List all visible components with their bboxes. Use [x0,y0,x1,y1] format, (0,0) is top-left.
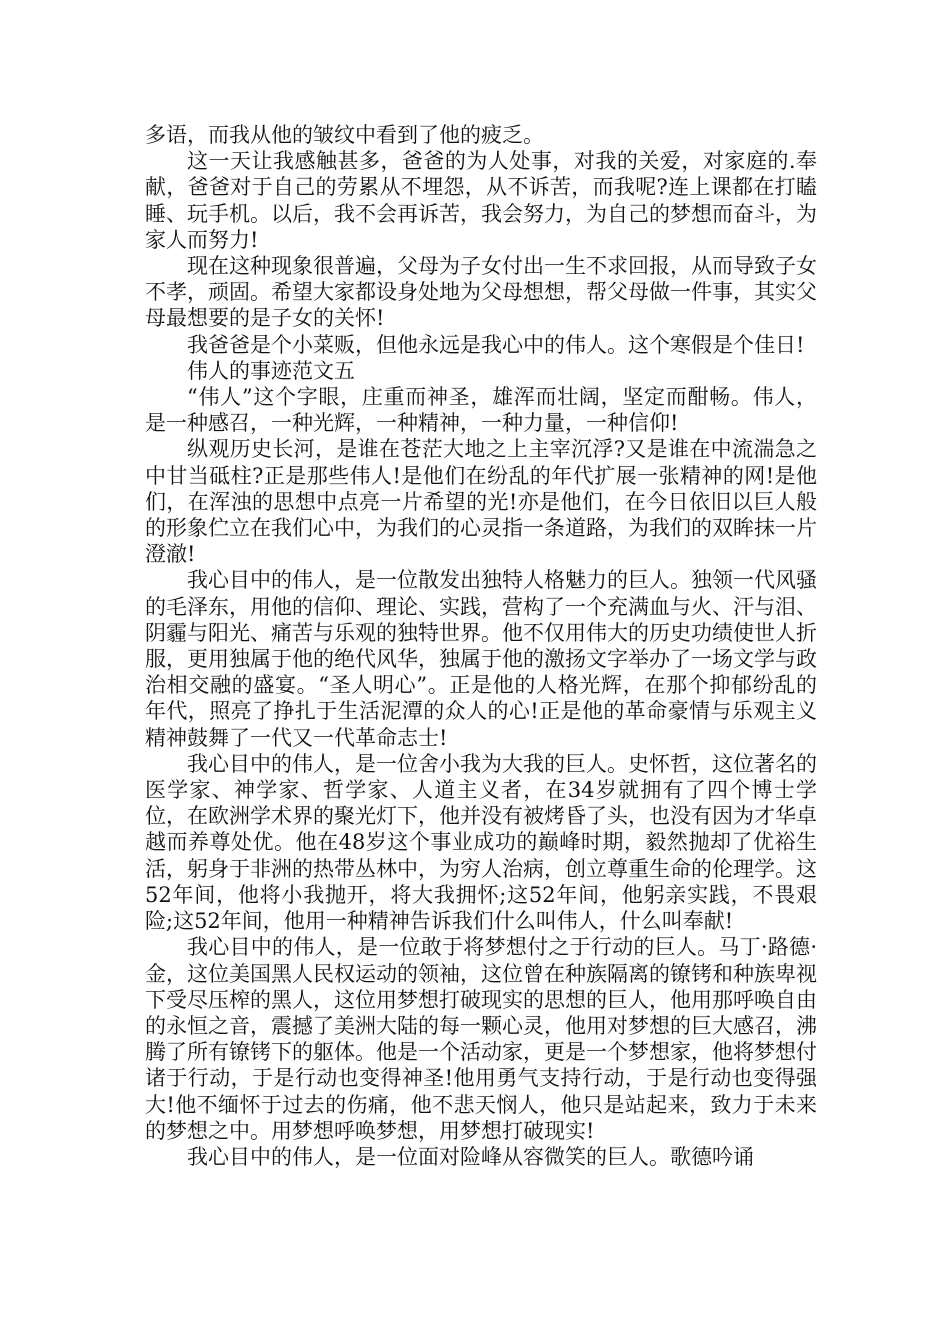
paragraph-7: 纵观历史长河，是谁在苍茫大地之上主宰沉浮?又是谁在中流湍急之中甘当砥柱?正是那些伟人!是他们在纷乱的年代扩展一张精神的网!是他们，在浑浊的思想中点亮一片希望的光!亦是他们，在今日依旧以巨人般的形象伫立在我们心中，为我们的心灵指一条道路，为我们的双眸抹一片澄澈! [145,437,817,567]
paragraph-6: “伟人”这个字眼，庄重而神圣，雄浑而壮阔，坚定而酣畅。伟人，是一种感召，一种光辉，一种精神，一种力量，一种信仰! [145,385,817,436]
paragraph-9: 我心目中的伟人，是一位舍小我为大我的巨人。史怀哲，这位著名的医学家、神学家、哲学家、人道主义者，在34岁就拥有了四个博士学位，在欧洲学术界的聚光灯下，他并没有被烤昏了头，也没有因为才华卓越而养尊处优。他在48岁这个事业成功的巅峰时期，毅然抛却了优裕生活，躬身于非洲的热带丛林中，为穷人治病，创立尊重生命的伦理学。这52年间，他将小我抛开，将大我拥怀;这52年间，他躬亲实践，不畏艰险;这52年间，他用一种精神告诉我们什么叫伟人，什么叫奉献! [145,751,817,934]
paragraph-11: 我心目中的伟人，是一位面对险峰从容微笑的巨人。歌德吟诵 [187,1144,754,1169]
paragraph-8: 我心目中的伟人，是一位散发出独特人格魅力的巨人。独领一代风骚的毛泽东，用他的信仰、理论、实践，营构了一个充满血与火、汗与泪、阴霾与阳光、痛苦与乐观的独特世界。他不仅用伟大的历史功绩使世人折服，更用独属于他的绝代风华，独属于他的激扬文字举办了一场文学与政治相交融的盛宴。“圣人明心”。正是他的人格光辉，在那个抑郁纷乱的年代，照亮了挣扎于生活泥潭的众人的心!正是他的革命豪情与乐观主义精神鼓舞了一代又一代革命志士! [145,568,817,750]
paragraph-2: 这一天让我感触甚多，爸爸的为人处事，对我的关爱，对家庭的.奉献，爸爸对于自己的劳累从不埋怨，从不诉苦，而我呢?连上课都在打瞌睡、玩手机。以后，我不会再诉苦，我会努力，为自己的梦想而奋斗，为家人而努力! [145,149,817,252]
paragraph-10: 我心目中的伟人，是一位敢于将梦想付之于行动的巨人。马丁·路德·金，这位美国黑人民权运动的领袖，这位曾在种族隔离的镣铐和种族卑视下受尽压榨的黑人，这位用梦想打破现实的思想的巨人，他用那呼唤自由的永恒之音，震撼了美洲大陆的每一颗心灵，他用对梦想的巨大感召，沸腾了所有镣铐下的躯体。他是一个活动家，更是一个梦想家，他将梦想付诸于行动，于是行动也变得神圣!他用勇气支持行动，于是行动也变得强大!他不缅怀于过去的伤痛，他不悲天悯人，他只是站起来，致力于未来的梦想之中。用梦想呼唤梦想，用梦想打破现实! [145,935,817,1143]
section-heading: 伟人的事迹范文五 [187,358,355,383]
paragraph-1: 多语，而我从他的皱纹中看到了他的疲乏。 [145,123,544,147]
document-body [145,122,817,1170]
paragraph-4: 我爸爸是个小菜贩，但他永远是我心中的伟人。这个寒假是个佳日! [187,332,805,357]
paragraph-3: 现在这种现象很普遍，父母为子女付出一生不求回报，从而导致子女不孝，顽固。希望大家都设身处地为父母想想，帮父母做一件事，其实父母最想要的是子女的关怀! [145,254,817,331]
